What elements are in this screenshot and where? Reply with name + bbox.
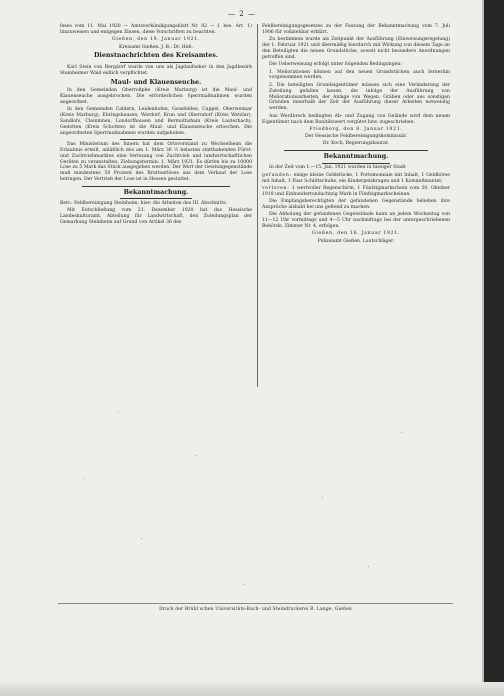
found-entry — [262, 173, 450, 185]
divider — [322, 163, 390, 164]
scan-bottom-edge — [0, 682, 504, 696]
lost-label: verloren: — [262, 185, 290, 191]
subject-line: Betr.: Feldbereinigung Steinheim; hier: die Arbeiten des III. Abschnitts. — [60, 201, 228, 207]
column-divider — [257, 24, 258, 387]
scan-edge — [484, 0, 504, 696]
printer-imprint: Druck der Brühl'schen Universitäts-Buch- und Steindruckerei R. Lange, Gießen — [159, 607, 352, 612]
scan-speck — [243, 584, 244, 585]
scan-speck — [141, 538, 142, 539]
announcement-heading: Bekanntmachung. — [323, 152, 389, 160]
signoff-date: Friedberg, den 8. Januar 1921. — [309, 126, 403, 132]
condition-item: 1. Meliorationen können auf den neuen Grundstücken auch fernerhin vorgenommen werden. — [269, 69, 450, 81]
continued-paragraph: Zu bestimmen wurde als Zeitpunkt der Ausführung (Einweisungsregelung) der 1. Februar 1921 und übermäßig hierdurch mit Wirkung von diesem Tage an den Beteiligten die neuen Grundstücke, soweit nicht besondere Anordnungen getroffen sind. — [262, 37, 450, 60]
scan-speck — [84, 478, 85, 479]
closing-paragraph: Aus Werdbrock bedingten Ab- und Zugang von Gelände wird dem neuen Eigentümer nach dem Bonitätswert vergütet bzw. zugeschrieben. — [262, 113, 450, 125]
condition-item: 2. Die beteiligten Grundeigentümer müssen sich eine Veränderung der Zuteilung gefallen lassen, die infolge der Ausführung von Meliorationsarbeiten, der Anlage von Wegen, Gräben oder aus sonstigen Gründen innerhalb der Zeit der Ausführung dieser Arbeiten notwendig werden. — [269, 82, 450, 112]
right-column — [262, 24, 450, 246]
scan-speck — [401, 432, 402, 433]
return-paragraph: Die Abholung der gefundenen Gegenstände kann an jedem Wochentag von 11—12 Uhr vormittags und 4—5 Uhr nachmittags bei der untergeschriebenen Behörde, Zimmer Nr. 4, erfolgen. — [262, 212, 450, 230]
continued-paragraph: Die Ueberweisung erfolgt unter folgenden Bedingungen: — [269, 62, 402, 68]
epidemic-heading: Maul- und Klauenseuche. — [110, 78, 202, 86]
found-label: gefunden: — [262, 172, 292, 178]
lost-items: 1 wertvoller Regenschirm, 1 Fünfzigmarkschein vom 30. Oktober 1918 und Einhundertundachtzig Mark in Fünfzigmarkscheinen. — [262, 185, 450, 197]
continued-paragraph: Feldbereinigungsgesetzes zu der Fassung der Bekanntmachung vom 7. Juli 1906 für vollziehbar erklärt. — [262, 24, 450, 35]
lead-in-paragraph: feses vom 11. Mai 1920 — Amtsverkündigungsblatt Nr. 82 — I. bes. Art. 1) hinzuweisen und entgegen Zinsen, diese Vorschriften zu beachten. — [60, 24, 252, 35]
scan-speck — [322, 497, 323, 498]
divider — [284, 150, 428, 151]
scan-speck — [118, 412, 119, 413]
notice-date: Gießen, den 16. Januar 1921. — [311, 231, 400, 237]
lead-in-signature: Kreisamt Gießen. J. B.: Dr. Heß. — [119, 44, 193, 50]
lost-entry — [262, 186, 450, 198]
signoff-name: Dr. Koch, Regierungsbaurat. — [322, 141, 390, 147]
divider — [82, 186, 230, 187]
epidemic-paragraph: In den Gemeinden Oberroßphe (Kreis Marburg) ist die Maul- und Klauenseuche ausgebrochen. Die erforderlichen Sperrmaßnahmen wurden angeordnet. — [60, 88, 252, 105]
signoff-authority: Der Hessische Feldbereinigungskommissär. — [304, 134, 408, 140]
page-number: — 2 — — [228, 10, 256, 18]
lead-in-date: Gießen, den 19. Januar 1921. — [111, 37, 200, 43]
announcement-heading: Bekanntmachung. — [123, 188, 189, 196]
scan-speck — [196, 455, 197, 456]
divider — [120, 198, 192, 199]
claim-paragraph: Die Empfangsberechtigten der gefundenen Gegenstände belieben ihre Ansprüche alsbald bei uns geltend zu machen. — [262, 199, 450, 210]
left-column — [60, 24, 252, 228]
epidemic-paragraph: In den Gemeinden Caldern, Leidenhofen, Gossfelden, Cappel, Oberweimar (Kreis Marburg), Ebringshausen, Werdorf, Krun und Oberndorf (Kreis Wetzlar), Sandlofs, Cleinmnen, Londorfhausen und Bermuthshain (Kreis Lauterbach), Gedotten (Kreis Schotten) ist die Maul- und Klauenseuche erloschen. Die angeordneten Sperrmaßnahmen wurden aufgehoben. — [60, 107, 252, 136]
scan-speck — [368, 566, 369, 567]
divider — [120, 62, 192, 63]
found-intro: In der Zeit vom 1.—15. Jan. 1921 wurden in hiesiger Stadt — [269, 165, 406, 171]
notice-authority: Polizeiamt Gießen. Lautschläger. — [317, 238, 395, 244]
notices-heading: Dienstnachrichten des Kreisamtes. — [93, 52, 219, 60]
footer-divider — [58, 603, 453, 604]
announcement-paragraph: Mit Entschließung vom 21. Dezember 1920 hat das Hessische Landeskulturamt, Abteilung für Landwirtschaft, den Zuteilungsplan der Gemarkung Steinheim auf Grund von Artikel 36 des — [60, 208, 252, 226]
divider — [120, 139, 192, 140]
found-items: einige kleine Geldstücke, 1 Portemonnaie mit Inhalt, 1 Geldbörse mit Inhalt, 1 Paar Schlittschuhe, ein Kinderpelzkragen und 1 Kommißmantel; — [262, 172, 450, 184]
lottery-paragraph: Das Ministerium des Innern hat dem Ortsvorstand zu Wechselheim die Erlaubnis erteilt, anläßlich des am 1. März 36 ½ belasten statthabenden Fürst- und Zuchtviehmarktes eine Verlosung von Zuchtvieh und landwirtschaftlichen Geräten zu veranstalten. Ziehungstermin: 1. März 1921. Es dürfen bis zu 10000 Lose zu 5 Mark das Stück ausgegeben werden. Der Wert der Gewinngegenstände muß mindestens 50 Prozent des Bruttoerlöses aus dem Verkauf der Lose betragen. Der Vertrieb der Lose ist in Hessen gestattet. — [60, 141, 252, 183]
notices-paragraph: Karl Stein von Bergdorf wurde von uns als Jagdaufseher in den Jagdbezirk Steinheimer Wald eidlich verpflichtet. — [60, 65, 252, 76]
